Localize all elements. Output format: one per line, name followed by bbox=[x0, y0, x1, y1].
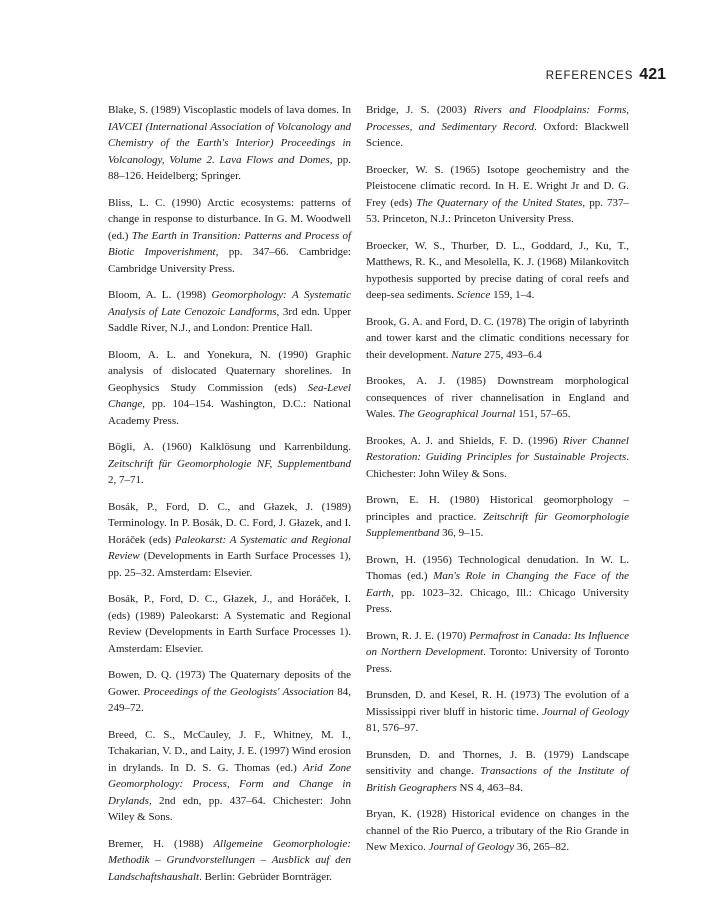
reference-entry bbox=[108, 102, 351, 185]
page-number: 421 bbox=[639, 66, 666, 83]
reference-text: Breed, C. S., McCauley, J. F., Whitney, M. I., Tchakarian, V. D., and Laity, J. E. (1997) Wind erosion in drylands. In D. S. G. Thomas (ed.) bbox=[108, 728, 351, 774]
reference-text: Bloom, A. L. (1998) bbox=[108, 289, 212, 301]
reference-text: Brookes, A. J. and Shields, F. D. (1996) bbox=[366, 434, 563, 447]
reference-title: Geomorphology: A Systematic Analysis of Late Cenozoic Landforms bbox=[108, 289, 351, 318]
reference-entry bbox=[108, 195, 351, 278]
reference-entry bbox=[108, 287, 351, 337]
reference-title: Journal of Geology bbox=[542, 705, 629, 718]
reference-text: , pp. 104–154. Washington, D.C.: National Academy Press. bbox=[108, 398, 351, 427]
references-column-left bbox=[108, 102, 351, 895]
reference-text: , 2nd edn, pp. 437–64. Chichester: John Wiley & Sons. bbox=[108, 794, 351, 823]
reference-text: , 3rd edn. Upper Saddle River, N.J., and London: Prentice Hall. bbox=[108, 305, 351, 334]
reference-title: Nature bbox=[451, 348, 482, 361]
reference-text: . Berlin: Gebrüder Bornträger. bbox=[199, 870, 332, 883]
reference-title: Proceedings of the Geologists' Association bbox=[143, 685, 334, 698]
reference-text: (Developments in Earth Surface Processes 1), pp. 25–32. Amsterdam: Elsevier. bbox=[108, 550, 351, 579]
reference-title: The Quaternary of the United States bbox=[416, 196, 583, 209]
reference-text: Bosák, P., Ford, D. C., and Głazek, J. (1989) Terminology. In P. Bosák, D. C. Ford, J. Głazek, and I. Horáček (eds) bbox=[108, 500, 351, 546]
reference-entry bbox=[366, 314, 629, 364]
reference-text: , pp. 1023–32. Chicago, Ill.: Chicago University Press. bbox=[366, 586, 629, 615]
running-head-title: REFERENCES bbox=[545, 70, 634, 82]
reference-entry bbox=[366, 628, 629, 678]
reference-entry bbox=[108, 727, 351, 826]
reference-entry bbox=[366, 433, 629, 483]
reference-title: River Channel Restoration: Guiding Principles for Sustainable Projects bbox=[366, 434, 629, 463]
reference-text: Bliss, L. C. (1990) Arctic ecosystems: patterns of change in response to disturbance. In G. M. Woodwell (ed.) bbox=[108, 196, 351, 242]
reference-title: Paleokarst: A Systematic and Regional Review bbox=[108, 533, 351, 562]
reference-text: , pp. 737–53. Princeton, N.J.: Princeton University Press. bbox=[366, 196, 629, 225]
reference-text: Brown, H. (1956) Technological denudation. In W. L. Thomas (ed.) bbox=[366, 553, 629, 582]
reference-text: Bögli, A. (1960) Kalklösung und Karrenbildung. bbox=[108, 441, 351, 453]
reference-title: Zeitschrift für Geomorphologie Supplementband bbox=[366, 510, 629, 539]
reference-text: , pp. 347–66. Cambridge: Cambridge University Press. bbox=[108, 246, 351, 275]
reference-entry bbox=[108, 667, 351, 717]
reference-text: 275, 493–6.4 bbox=[481, 348, 542, 361]
reference-entry bbox=[366, 238, 629, 304]
reference-title: IAVCEI (International Association of Volcanology and Chemistry of the Earth's Interior) Proceedings in Volcanology, Volume 2. Lava Flows and Domes bbox=[108, 120, 351, 166]
reference-text: Broecker, W. S., Thurber, D. L., Goddard, J., Ku, T., Matthews, R. K., and Mesolella, K. J. (1968) Milankovitch hypothesis supported by precise dating of coral reefs and deep-sea sediments. bbox=[366, 239, 629, 301]
reference-text: Brunsden, D. and Kesel, R. H. (1973) The evolution of a Mississippi river bluff in historic time. bbox=[366, 689, 629, 718]
reference-text: Bloom, A. L. and Yonekura, N. (1990) Graphic analysis of dislocated Quaternary shorelines. In Geophysics Study Commission (eds) bbox=[108, 348, 351, 394]
reference-text: . Oxford: Blackwell Science. bbox=[366, 120, 629, 149]
reference-entry bbox=[366, 806, 629, 856]
references-column-right bbox=[366, 102, 629, 866]
reference-text: 2, 7–71. bbox=[108, 474, 144, 486]
reference-text: Brunsden, D. and Thornes, J. B. (1979) Landscape sensitivity and change. bbox=[366, 748, 629, 777]
reference-text: Blake, S. (1989) Viscoplastic models of lava domes. In bbox=[108, 104, 351, 116]
reference-entry bbox=[108, 836, 351, 886]
reference-entry bbox=[366, 687, 629, 737]
reference-title: The Geographical Journal bbox=[398, 408, 516, 420]
reference-text: Brookes, A. J. (1985) Downstream morphological consequences of river channelisation in England and Wales. bbox=[366, 375, 629, 420]
reference-text: 36, 265–82. bbox=[514, 841, 570, 853]
reference-text: . Toronto: University of Toronto Press. bbox=[366, 646, 629, 675]
reference-text: 84, 249–72. bbox=[108, 685, 351, 714]
reference-entry bbox=[366, 102, 629, 152]
reference-entry bbox=[366, 373, 629, 423]
reference-text: Bremer, H. (1988) bbox=[108, 837, 214, 850]
reference-entry bbox=[108, 499, 351, 582]
reference-title: Man's Role in Changing the Face of the Earth bbox=[366, 570, 629, 599]
reference-text: Bridge, J. S. (2003) bbox=[366, 104, 474, 116]
reference-title: Transactions of the Institute of British Geographers bbox=[366, 765, 629, 794]
reference-text: NS 4, 463–84. bbox=[456, 781, 524, 794]
reference-text: , pp. 88–126. Heidelberg; Springer. bbox=[108, 153, 351, 182]
reference-title: Zeitschrift für Geomorphologie NF, Supplementband bbox=[108, 457, 351, 470]
reference-text: Brown, E. H. (1980) Historical geomorphology – principles and practice. bbox=[366, 494, 629, 523]
running-head bbox=[546, 66, 666, 84]
reference-text: 151, 57–65. bbox=[515, 408, 571, 420]
reference-entry bbox=[108, 347, 351, 430]
reference-text: 36, 9–15. bbox=[439, 527, 484, 539]
reference-text: Broecker, W. S. (1965) Isotope geochemistry and the Pleistocene climatic record. In H. E. Wright Jr and D. G. Frey (eds) bbox=[366, 163, 629, 209]
reference-text: Brown, R. J. E. (1970) bbox=[366, 629, 470, 642]
reference-text: Bowen, D. Q. (1973) The Quaternary deposits of the Gower. bbox=[108, 669, 351, 698]
reference-text: Brook, G. A. and Ford, D. C. (1978) The origin of labyrinth and tower karst and the climatic conditions necessary for their development. bbox=[366, 315, 629, 361]
reference-entry bbox=[366, 162, 629, 228]
reference-text: . Chichester: John Wiley & Sons. bbox=[366, 451, 629, 480]
reference-title: Journal of Geology bbox=[428, 841, 515, 853]
reference-text: Bosák, P., Ford, D. C., Głazek, J., and Horáček, I. (eds) (1989) Paleokarst: A Systematic and Regional Review (Developments in Earth Surface Processes 1). Amsterdam: Elsevier. bbox=[108, 593, 351, 655]
reference-title: Sea-Level Change bbox=[108, 381, 351, 410]
reference-entry bbox=[108, 439, 351, 489]
reference-title: Allgemeine Geomorphologie: Methodik – Grundvorstellungen – Ausblick auf den Landschaftshaushalt bbox=[108, 837, 351, 883]
reference-text: 81, 576–97. bbox=[366, 722, 419, 734]
reference-title: Arid Zone Geomorphology: Process, Form and Change in Drylands bbox=[108, 761, 351, 807]
reference-entry bbox=[108, 591, 351, 657]
reference-entry bbox=[366, 747, 629, 797]
reference-entry bbox=[366, 552, 629, 618]
reference-title: Science bbox=[456, 289, 491, 301]
reference-text: 159, 1–4. bbox=[490, 289, 535, 301]
reference-title: Permafrost in Canada: Its Influence on Northern Development bbox=[366, 629, 629, 658]
reference-entry bbox=[366, 492, 629, 542]
reference-title: Rivers and Floodplains: Forms, Processes, and Sedimentary Record bbox=[366, 104, 629, 133]
reference-title: The Earth in Transition: Patterns and Process of Biotic Impoverishment bbox=[108, 229, 351, 258]
reference-text: Bryan, K. (1928) Historical evidence on changes in the channel of the Rio Puerco, a tributary of the Rio Grande in New Mexico. bbox=[366, 808, 629, 853]
